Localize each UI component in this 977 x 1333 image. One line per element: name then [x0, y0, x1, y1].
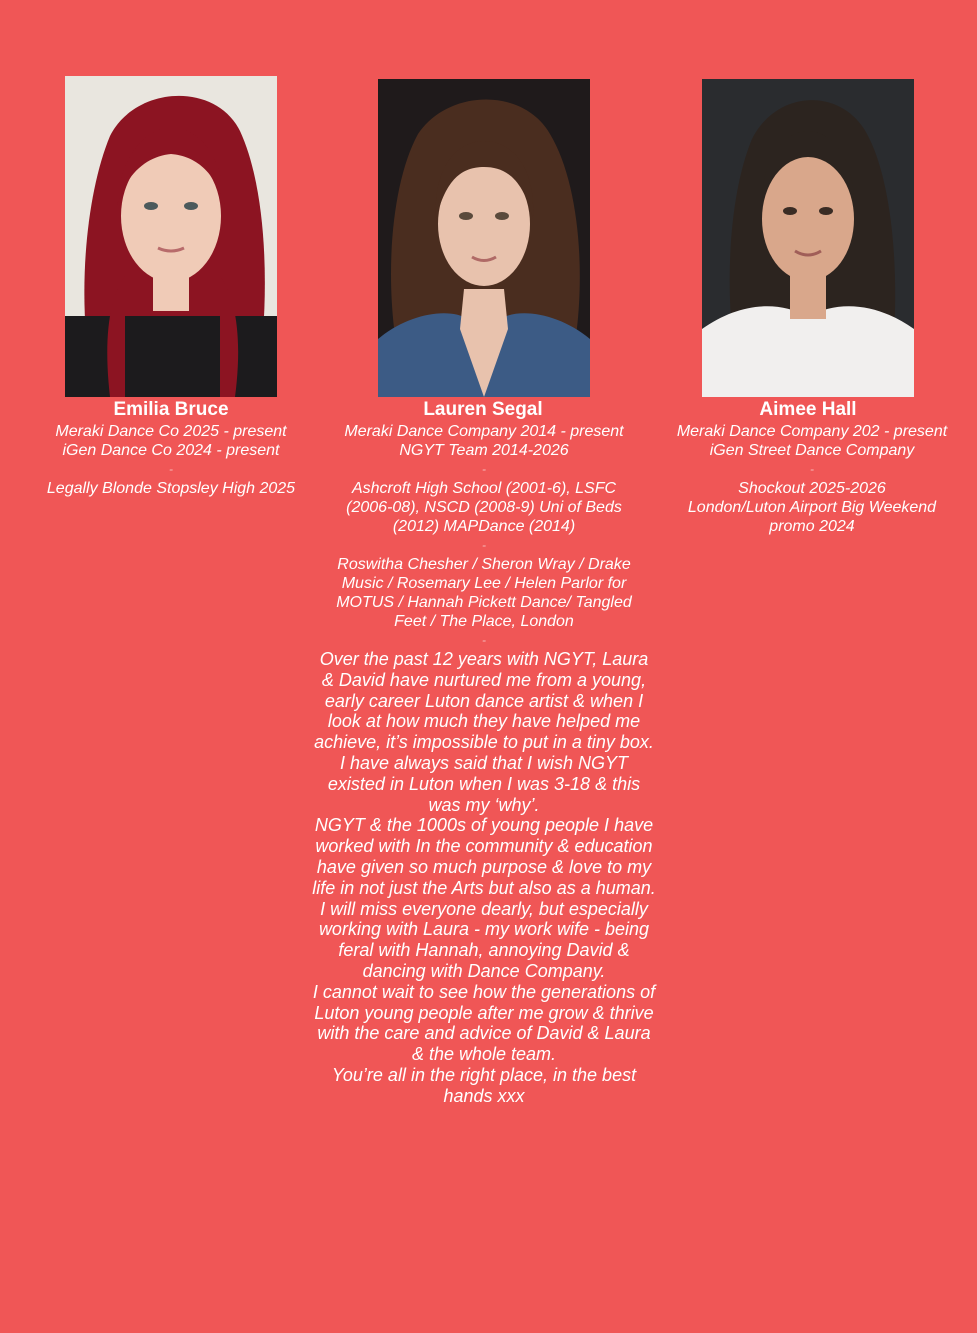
profile-photo-aimee-hall	[702, 79, 914, 397]
profile-details	[662, 422, 962, 536]
detail-line: Ashcroft High School (2001-6), LSFC	[351, 480, 617, 497]
detail-line: Roswitha Chesher / Sheron Wray / Drake	[337, 556, 631, 573]
profile-details	[318, 422, 650, 650]
separator: -	[169, 462, 173, 476]
profile-photo-lauren-segal	[378, 79, 590, 397]
detail-line: MOTUS / Hannah Pickett Dance/ Tangled	[336, 594, 632, 611]
detail-line: Meraki Dance Company 202 - present	[676, 423, 948, 440]
detail-line: (2012) MAPDance (2014)	[392, 518, 576, 535]
testimonial-paragraph: Over the past 12 years with NGYT, Laura & David have nurtured me from a young, early career Luton dance artist & when I look at how much they have helped me achieve, it’s impossible to put in a tiny box.	[314, 649, 654, 753]
testimonial-paragraph: NGYT & the 1000s of young people I have worked with In the community & education have given so much purpose & love to my life in not just the Arts but also as a human.	[312, 815, 656, 898]
testimonial-paragraph: I have always said that I wish NGYT existed in Luton when I was 3-18 & this was my ‘why’.	[327, 752, 641, 815]
detail-line: iGen Street Dance Company	[709, 442, 915, 459]
profile-photo-emilia-bruce	[65, 76, 277, 397]
testimonial-paragraph: You’re all in the right place, in the best hands xxx	[331, 1064, 637, 1106]
separator: -	[482, 462, 486, 476]
profile-details	[31, 422, 311, 498]
profile-name: Lauren Segal	[423, 399, 543, 420]
testimonial-paragraph: I will miss everyone dearly, but especially working with Laura - my work wife - being feral with Hannah, annoying David & dancing with Dance Company.	[318, 898, 650, 981]
detail-line: promo 2024	[769, 518, 855, 535]
separator: -	[482, 538, 486, 552]
profile-name: Emilia Bruce	[113, 399, 229, 420]
detail-line: Shockout 2025-2026	[738, 480, 886, 497]
detail-line: iGen Dance Co 2024 - present	[62, 442, 280, 459]
detail-line: Legally Blonde Stopsley High 2025	[46, 480, 296, 497]
separator: -	[810, 462, 814, 476]
detail-line: Meraki Dance Co 2025 - present	[55, 423, 287, 440]
testimonial	[312, 649, 656, 1107]
detail-line: Feet / The Place, London	[394, 613, 574, 630]
detail-line: Meraki Dance Company 2014 - present	[344, 423, 624, 440]
detail-line: NGYT Team 2014-2026	[399, 442, 569, 459]
testimonial-paragraph: I cannot wait to see how the generations of Luton young people after me grow & thrive with the care and advice of David & Laura & the whole team.	[312, 981, 656, 1065]
detail-line: London/Luton Airport Big Weekend	[687, 499, 937, 516]
separator: -	[482, 633, 486, 647]
detail-line: Music / Rosemary Lee / Helen Parlor for	[341, 575, 627, 592]
profile-name: Aimee Hall	[759, 399, 857, 420]
detail-line: (2006-08), NSCD (2008-9) Uni of Beds	[346, 499, 622, 516]
